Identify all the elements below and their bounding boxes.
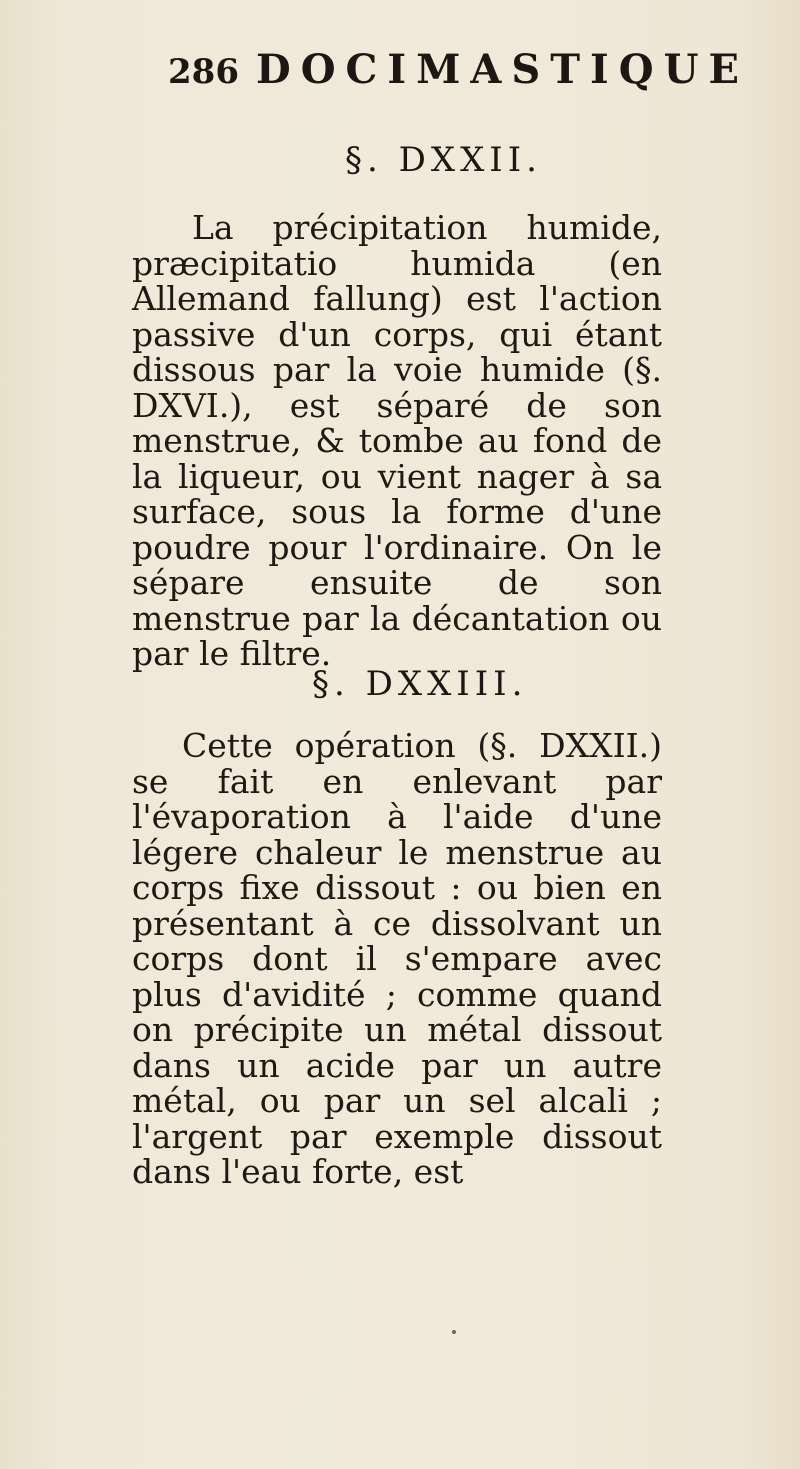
section-heading: §. DXXII. bbox=[345, 140, 542, 180]
ink-speck bbox=[452, 1330, 456, 1334]
section-paragraph: Cette opération (§. DXXII.) se fait en enlevant par l'évaporation à l'aide d'une légere chaleur le menstrue au corps fixe dissout : ou bien en présentant à ce dissolvant un corps dont il s'empare avec plus d'avidité ; comme quand on précipite un métal dissout dans un acide par un autre métal, ou par un sel alcali ; l'argent par exemple dissout dans l'eau forte, est bbox=[132, 726, 662, 1191]
page-number: 286 bbox=[168, 52, 239, 92]
running-title: DOCIMASTIQUE bbox=[256, 46, 749, 93]
page-header bbox=[168, 46, 749, 106]
section-heading: §. DXXIII. bbox=[312, 664, 528, 704]
section-paragraph: La précipitation humide, præcipitatio humida (en Allemand fallung) est l'action passive d'un corps, qui étant dissous par la voie humide (§. DXVI.), est séparé de son menstrue, & tombe au fond de la liqueur, ou vient nager à sa surface, sous la forme d'une poudre pour l'ordinaire. On le sépare ensuite de son menstrue par la décantation ou par le filtre. bbox=[132, 208, 662, 673]
